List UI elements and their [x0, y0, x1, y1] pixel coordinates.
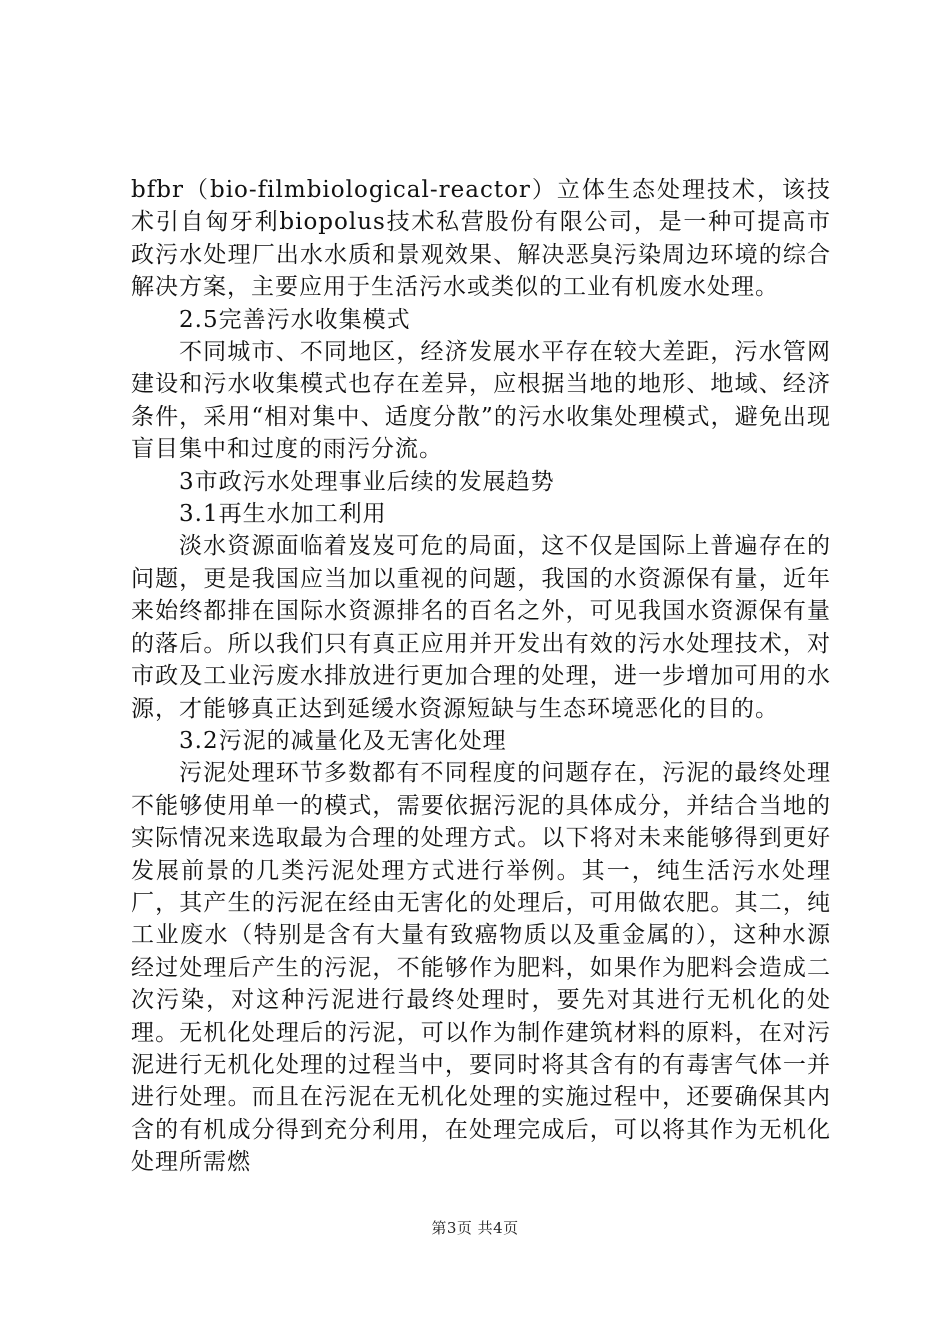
- paragraph-sludge-treatment: 污泥处理环节多数都有不同程度的问题存在，污泥的最终处理不能够使用单一的模式，需要依据污泥的具体成分，并结合当地的实际情况来选取最为合理的处理方式。以下将对未来能够得到更好发展前景的几类污泥处理方式进行举例。其一，纯生活污水处理厂，其产生的污泥在经由无害化的处理后，可用做农肥。其二，纯工业废水（特别是含有大量有致癌物质以及重金属的），这种水源经过处理后产生的污泥，不能够作为肥料，如果作为肥料会造成二次污染，对这种污泥进行最终处理时，要先对其进行无机化的处理。无机化处理后的污泥，可以作为制作建筑材料的原料，在对污泥进行无机化处理的过程当中，要同时将其含有的有毒害气体一并进行处理。而且在污泥在无机化处理的实施过程中，还要确保其内含的有机成分得到充分利用，在处理完成后，可以将其作为无机化处理所需燃: [131, 760, 831, 1176]
- document-body: [131, 174, 831, 1179]
- paragraph-collection-mode: 不同城市、不同地区，经济发展水平存在较大差距，污水管网建设和污水收集模式也存在差异，应根据当地的地形、地域、经济条件，采用“相对集中、适度分散”的污水收集处理模式，避免出现盲目集中和过度的雨污分流。: [131, 339, 831, 463]
- section-heading-3-2: 3.2污泥的减量化及无害化处理: [179, 727, 507, 754]
- paragraph-water-reuse: 淡水资源面临着岌岌可危的局面，这不仅是国际上普遍存在的问题，更是我国应当加以重视的问题，我国的水资源保有量，近年来始终都排在国际水资源排名的百名之外，可见我国水资源保有量的落后。所以我们只有真正应用并开发出有效的污水处理技术，对市政及工业污废水排放进行更加合理的处理，进一步增加可用的水源，才能够真正达到延缓水资源短缺与生态环境恶化的目的。: [131, 533, 831, 722]
- section-heading-2-5: 2.5完善污水收集模式: [179, 306, 411, 333]
- paragraph-bfbr-technology: bfbr（bio-filmbiological-reactor）立体生态处理技术，该技术引自匈牙利biopolus技术私营股份有限公司，是一种可提高市政污水处理厂出水水质和景观效果、解决恶臭污染周边环境的综合解决方案，主要应用于生活污水或类似的工业有机废水处理。: [131, 177, 831, 301]
- section-heading-3-1: 3.1再生水加工利用: [179, 501, 387, 528]
- page-footer: 第3页 共4页: [431, 1219, 519, 1237]
- section-heading-3: 3市政污水处理事业后续的发展趋势: [179, 468, 555, 495]
